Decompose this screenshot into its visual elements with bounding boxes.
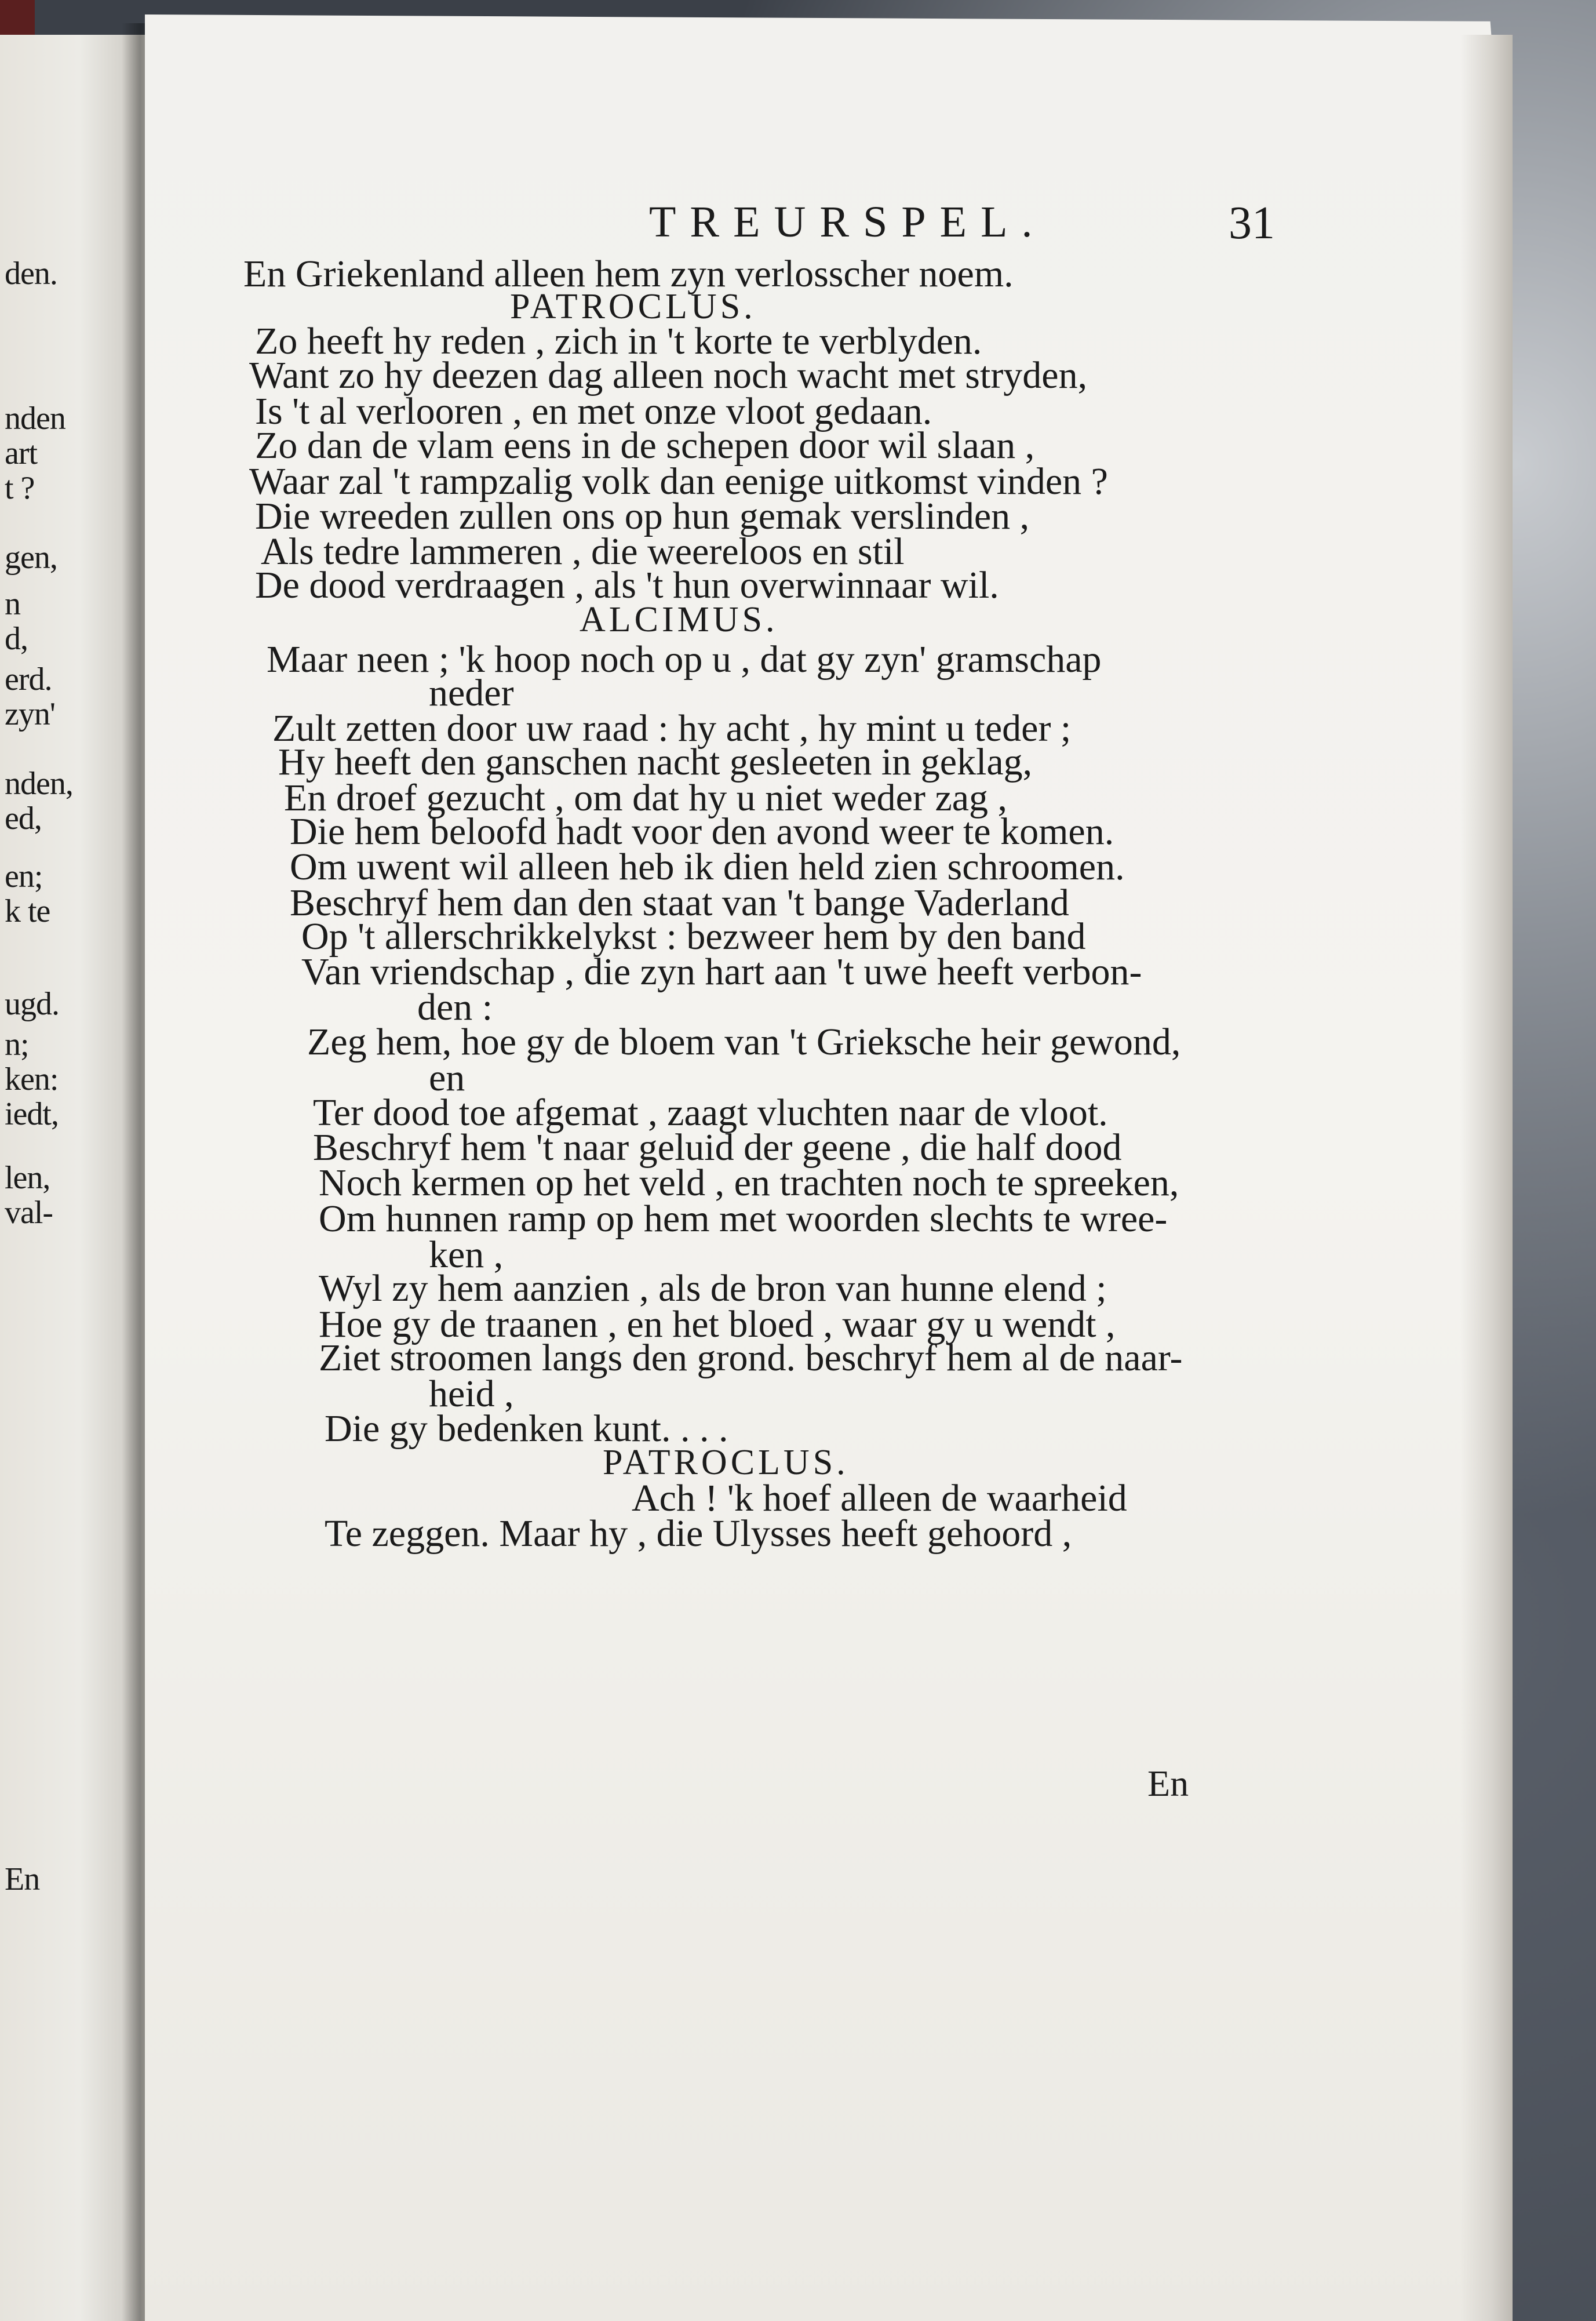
verse-line: En droef gezucht , om dat hy u niet weder zag , — [284, 777, 1008, 819]
verse-line: Noch kermen op het veld , en trachten noch te spreeken, — [319, 1162, 1179, 1204]
verse-line: Hy heeft den ganschen nacht gesleeten in geklag, — [278, 741, 1033, 783]
verse-line: Waar zal 't rampzalig volk dan eenige uitkomst vinden ? — [249, 460, 1108, 503]
page-number: 31 — [1229, 198, 1275, 249]
verse-line: Van vriendschap , die zyn hart aan 't uwe heeft verbon- — [301, 951, 1142, 993]
verse-line: Ter dood toe afgemat , zaagt vluchten naar de vloot. — [313, 1092, 1108, 1134]
left-page-text-fragment: d, — [5, 621, 28, 657]
verse-line: Maar neen ; 'k hoop noch op u , dat gy zyn' gramschap — [267, 638, 1102, 681]
left-page-text-fragment: erd. — [5, 661, 52, 697]
verse-line: Zo dan de vlam eens in de schepen door wil slaan , — [255, 424, 1035, 467]
verse-line: Is 't al verlooren , en met onze vloot gedaan. — [255, 390, 932, 432]
left-page-text-fragment: val- — [5, 1195, 53, 1231]
left-page-text-fragment: n — [5, 586, 20, 622]
verse-line: heid , — [429, 1373, 514, 1415]
catchword: En — [1147, 1763, 1189, 1804]
verse-line: De dood verdraagen , als 't hun overwinnaar wil. — [255, 564, 999, 606]
verse-line: Ach ! 'k hoef alleen de waarheid — [632, 1477, 1127, 1519]
left-page-text-fragment: k te — [5, 893, 50, 929]
left-page-text-fragment: t ? — [5, 470, 35, 506]
verse-line: Als tedre lammeren , die weereloos en stil — [261, 530, 905, 573]
running-head-title: TREURSPEL. — [649, 198, 1047, 246]
left-page-text-fragment: En — [5, 1861, 40, 1897]
left-page-text-fragment: nden, — [5, 766, 73, 802]
verse-line: ken , — [429, 1234, 504, 1276]
verse-line: Die wreeden zullen ons op hun gemak verslinden , — [255, 495, 1030, 537]
verse-line: Hoe gy de traanen , en het bloed , waar gy u wendt , — [319, 1303, 1116, 1345]
verse-line: Wyl zy hem aanzien , als de bron van hunne elend ; — [319, 1267, 1107, 1309]
verse-line: Beschryf hem 't naar geluid der geene , die half dood — [313, 1126, 1122, 1169]
verse-line: Om hunnen ramp op hem met woorden slechts te wree- — [319, 1198, 1168, 1240]
verse-line: Die hem beloofd hadt voor den avond weer te komen. — [290, 810, 1114, 853]
left-page-text-fragment: zyn' — [5, 696, 55, 732]
verse-line: Zult zetten door uw raad : hy acht , hy mint u teder ; — [272, 707, 1072, 750]
speaker-name: PATROCLUS. — [603, 1443, 849, 1482]
verse-line: neder — [429, 672, 514, 714]
left-page-text-fragment: en; — [5, 858, 43, 894]
verse-line: Zo heeft hy reden , zich in 't korte te verblyden. — [255, 320, 982, 362]
verse-line: Beschryf hem dan den staat van 't bange Vaderland — [290, 882, 1069, 924]
speaker-name: PATROCLUS. — [510, 287, 756, 326]
verse-line: Om uwent wil alleen heb ik dien held zien schroomen. — [290, 846, 1125, 888]
verse-line: Die gy bedenken kunt. . . . — [325, 1407, 728, 1450]
left-page-text-fragment: ugd. — [5, 986, 59, 1022]
left-page-text-fragment: iedt, — [5, 1096, 59, 1132]
left-page-text-fragment: gen, — [5, 540, 57, 576]
left-page-text-fragment: ken: — [5, 1061, 59, 1097]
verse-line: Want zo hy deezen dag alleen noch wacht met stryden, — [249, 354, 1088, 396]
left-page-text-fragment: n; — [5, 1027, 29, 1063]
verse-line: En Griekenland alleen hem zyn verlosscher noem. — [243, 253, 1014, 295]
left-page-text-fragment: art — [5, 435, 38, 471]
speaker-name: ALCIMUS. — [580, 600, 778, 639]
running-head — [394, 197, 1304, 261]
verse-line: Zeg hem, hoe gy de bloem van 't Grieksche heir gewond, — [307, 1021, 1181, 1063]
left-page-text-fragment: den. — [5, 256, 57, 292]
verse-line: en — [429, 1057, 465, 1099]
verse-line: Op 't allerschrikkelykst : bezweer hem by den band — [301, 915, 1086, 958]
page-edge-shadow — [1460, 35, 1513, 2321]
left-page-text-fragment: ed, — [5, 801, 42, 836]
verse-line: den : — [417, 986, 493, 1028]
verse-line: Te zeggen. Maar hy , die Ulysses heeft gehoord , — [325, 1512, 1072, 1555]
left-page-text-fragment: len, — [5, 1160, 50, 1196]
verse-line: Ziet stroomen langs den grond. beschryf hem al de naar- — [319, 1337, 1183, 1379]
left-page-text-fragment: nden — [5, 401, 65, 436]
